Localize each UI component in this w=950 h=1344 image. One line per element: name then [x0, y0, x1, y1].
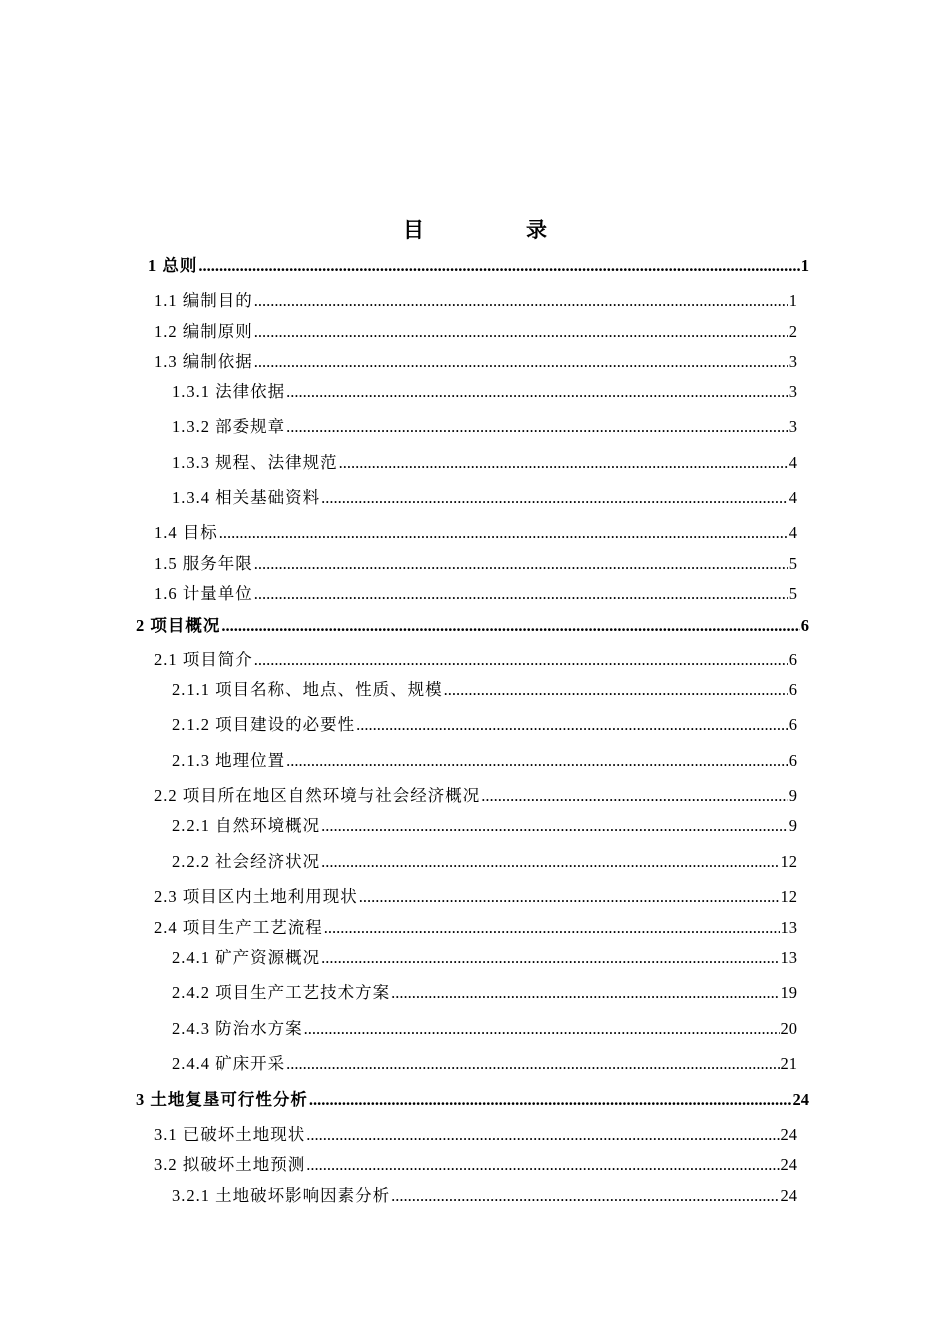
toc-entry-page: 21 — [780, 1054, 797, 1073]
toc-entry-page: 1 — [788, 291, 797, 310]
toc-leader-dots — [324, 916, 780, 940]
toc-entry-page: 9 — [788, 816, 797, 835]
toc-entry-title: 1.2 编制原则 — [154, 322, 253, 341]
toc-entry-page: 5 — [788, 584, 797, 603]
toc-leader-dots — [356, 713, 788, 737]
toc-leader-dots — [254, 289, 788, 313]
toc-entry[interactable] — [154, 350, 797, 374]
toc-entry-title: 2.4.4 矿床开采 — [172, 1054, 286, 1073]
toc-entry-title: 2 项目概况 — [136, 616, 221, 635]
toc-leader-dots — [286, 1052, 779, 1076]
toc-leader-dots — [304, 1017, 780, 1041]
toc-entry-title: 1.3.1 法律依据 — [172, 382, 286, 401]
toc-entry[interactable] — [154, 885, 797, 909]
toc-title-right: 录 — [526, 218, 547, 242]
toc-entry-title: 2.2 项目所在地区自然环境与社会经济概况 — [154, 786, 481, 805]
toc-entry-title: 2.1.2 项目建设的必要性 — [172, 715, 356, 734]
toc-entry-page: 6 — [800, 616, 809, 635]
toc-leader-dots — [286, 380, 788, 404]
toc-leader-dots — [254, 350, 788, 374]
toc-entry[interactable] — [172, 850, 797, 874]
toc-entry[interactable] — [172, 814, 797, 838]
toc-leader-dots — [306, 1153, 779, 1177]
toc-entry-title: 2.2.1 自然环境概况 — [172, 816, 321, 835]
toc-entry[interactable] — [172, 1184, 797, 1208]
toc-leader-dots — [286, 749, 788, 773]
toc-leader-dots — [198, 254, 799, 278]
toc-entry-title: 3 土地复垦可行性分析 — [136, 1090, 308, 1109]
toc-entry-title: 2.4.3 防治水方案 — [172, 1019, 303, 1038]
toc-entry[interactable] — [136, 614, 809, 638]
toc-entry[interactable] — [154, 1123, 797, 1147]
toc-entry-title: 1.1 编制目的 — [154, 291, 253, 310]
toc-leader-dots — [219, 521, 788, 545]
toc-entry[interactable] — [172, 1052, 797, 1076]
toc-entry-title: 2.4 项目生产工艺流程 — [154, 918, 323, 937]
toc-entry-title: 2.4.2 项目生产工艺技术方案 — [172, 983, 391, 1002]
toc-entry[interactable] — [172, 981, 797, 1005]
toc-entry-title: 1.5 服务年限 — [154, 554, 253, 573]
toc-entry-title: 3.2 拟破坏土地预测 — [154, 1155, 306, 1174]
toc-entry[interactable] — [154, 784, 797, 808]
toc-leader-dots — [321, 946, 779, 970]
toc-entry[interactable] — [172, 1017, 797, 1041]
toc-entry-title: 1.3.2 部委规章 — [172, 417, 286, 436]
toc-entry-page: 6 — [788, 715, 797, 734]
toc-leader-dots — [391, 1184, 779, 1208]
toc-entry[interactable] — [154, 916, 797, 940]
toc-entry-title: 1 总则 — [148, 256, 198, 275]
toc-entry-page: 19 — [780, 983, 797, 1002]
toc-entry-page: 12 — [780, 887, 797, 906]
toc-entry[interactable] — [136, 1088, 809, 1112]
toc-entry-title: 3.2.1 土地破坏影响因素分析 — [172, 1186, 391, 1205]
toc-entry-page: 9 — [788, 786, 797, 805]
toc-entry-title: 1.4 目标 — [154, 523, 218, 542]
toc-entry[interactable] — [154, 552, 797, 576]
toc-leader-dots — [221, 614, 799, 638]
toc-entry[interactable] — [172, 946, 797, 970]
toc-entry-page: 5 — [788, 554, 797, 573]
toc-entry-title: 1.3.4 相关基础资料 — [172, 488, 321, 507]
toc-entry-title: 3.1 已破坏土地现状 — [154, 1125, 306, 1144]
toc-entry-page: 1 — [800, 256, 809, 275]
toc-leader-dots — [254, 648, 788, 672]
toc-entry-page: 3 — [788, 352, 797, 371]
toc-entry-title: 2.1 项目简介 — [154, 650, 253, 669]
toc-entry-title: 2.1.3 地理位置 — [172, 751, 286, 770]
toc-entry-page: 4 — [788, 488, 797, 507]
toc-leader-dots — [254, 582, 788, 606]
toc-entry[interactable] — [172, 451, 797, 475]
toc-leader-dots — [286, 415, 788, 439]
toc-entry-page: 13 — [780, 948, 797, 967]
toc-entry-page: 24 — [780, 1125, 797, 1144]
toc-entry[interactable] — [154, 289, 797, 313]
toc-entry[interactable] — [154, 582, 797, 606]
toc-entry[interactable] — [148, 254, 809, 278]
toc-leader-dots — [481, 784, 788, 808]
toc-title-left: 目 — [403, 218, 424, 242]
toc-entry-page: 24 — [780, 1155, 797, 1174]
toc-entry-page: 6 — [788, 751, 797, 770]
toc-entry[interactable] — [154, 521, 797, 545]
toc-entry-page: 24 — [792, 1090, 809, 1109]
toc-entry-title: 2.1.1 项目名称、地点、性质、规模 — [172, 680, 443, 699]
toc-entry[interactable] — [154, 320, 797, 344]
toc-entry-page: 13 — [780, 918, 797, 937]
toc-entry[interactable] — [172, 380, 797, 404]
toc-entry-title: 1.6 计量单位 — [154, 584, 253, 603]
toc-leader-dots — [321, 850, 779, 874]
toc-entry-title: 1.3 编制依据 — [154, 352, 253, 371]
toc-leader-dots — [309, 1088, 792, 1112]
toc-leader-dots — [321, 814, 788, 838]
toc-entry-page: 12 — [780, 852, 797, 871]
toc-entry[interactable] — [154, 1153, 797, 1177]
toc-entry-title: 2.2.2 社会经济状况 — [172, 852, 321, 871]
toc-leader-dots — [321, 486, 788, 510]
toc-leader-dots — [254, 552, 788, 576]
toc-entry-title: 2.3 项目区内土地利用现状 — [154, 887, 358, 906]
toc-entry[interactable] — [154, 648, 797, 672]
toc-entry[interactable] — [172, 486, 797, 510]
toc-leader-dots — [391, 981, 779, 1005]
toc-entry-page: 3 — [788, 382, 797, 401]
toc-leader-dots — [359, 885, 780, 909]
toc-leader-dots — [339, 451, 788, 475]
toc-entry[interactable] — [172, 415, 797, 439]
toc-entry-title: 1.3.3 规程、法律规范 — [172, 453, 338, 472]
toc-title — [0, 214, 950, 244]
toc-entry-title: 2.4.1 矿产资源概况 — [172, 948, 321, 967]
toc-entry[interactable] — [172, 678, 797, 702]
toc-entry-page: 4 — [788, 453, 797, 472]
toc-leader-dots — [306, 1123, 779, 1147]
toc-entry-page: 6 — [788, 680, 797, 699]
toc-entry-page: 20 — [780, 1019, 797, 1038]
toc-entry-page: 24 — [780, 1186, 797, 1205]
toc-leader-dots — [444, 678, 788, 702]
toc-entry-page: 3 — [788, 417, 797, 436]
toc-entry-page: 6 — [788, 650, 797, 669]
toc-entry-page: 4 — [788, 523, 797, 542]
toc-entry-page: 2 — [788, 322, 797, 341]
toc-leader-dots — [254, 320, 788, 344]
toc-entry[interactable] — [172, 713, 797, 737]
toc-entry[interactable] — [172, 749, 797, 773]
